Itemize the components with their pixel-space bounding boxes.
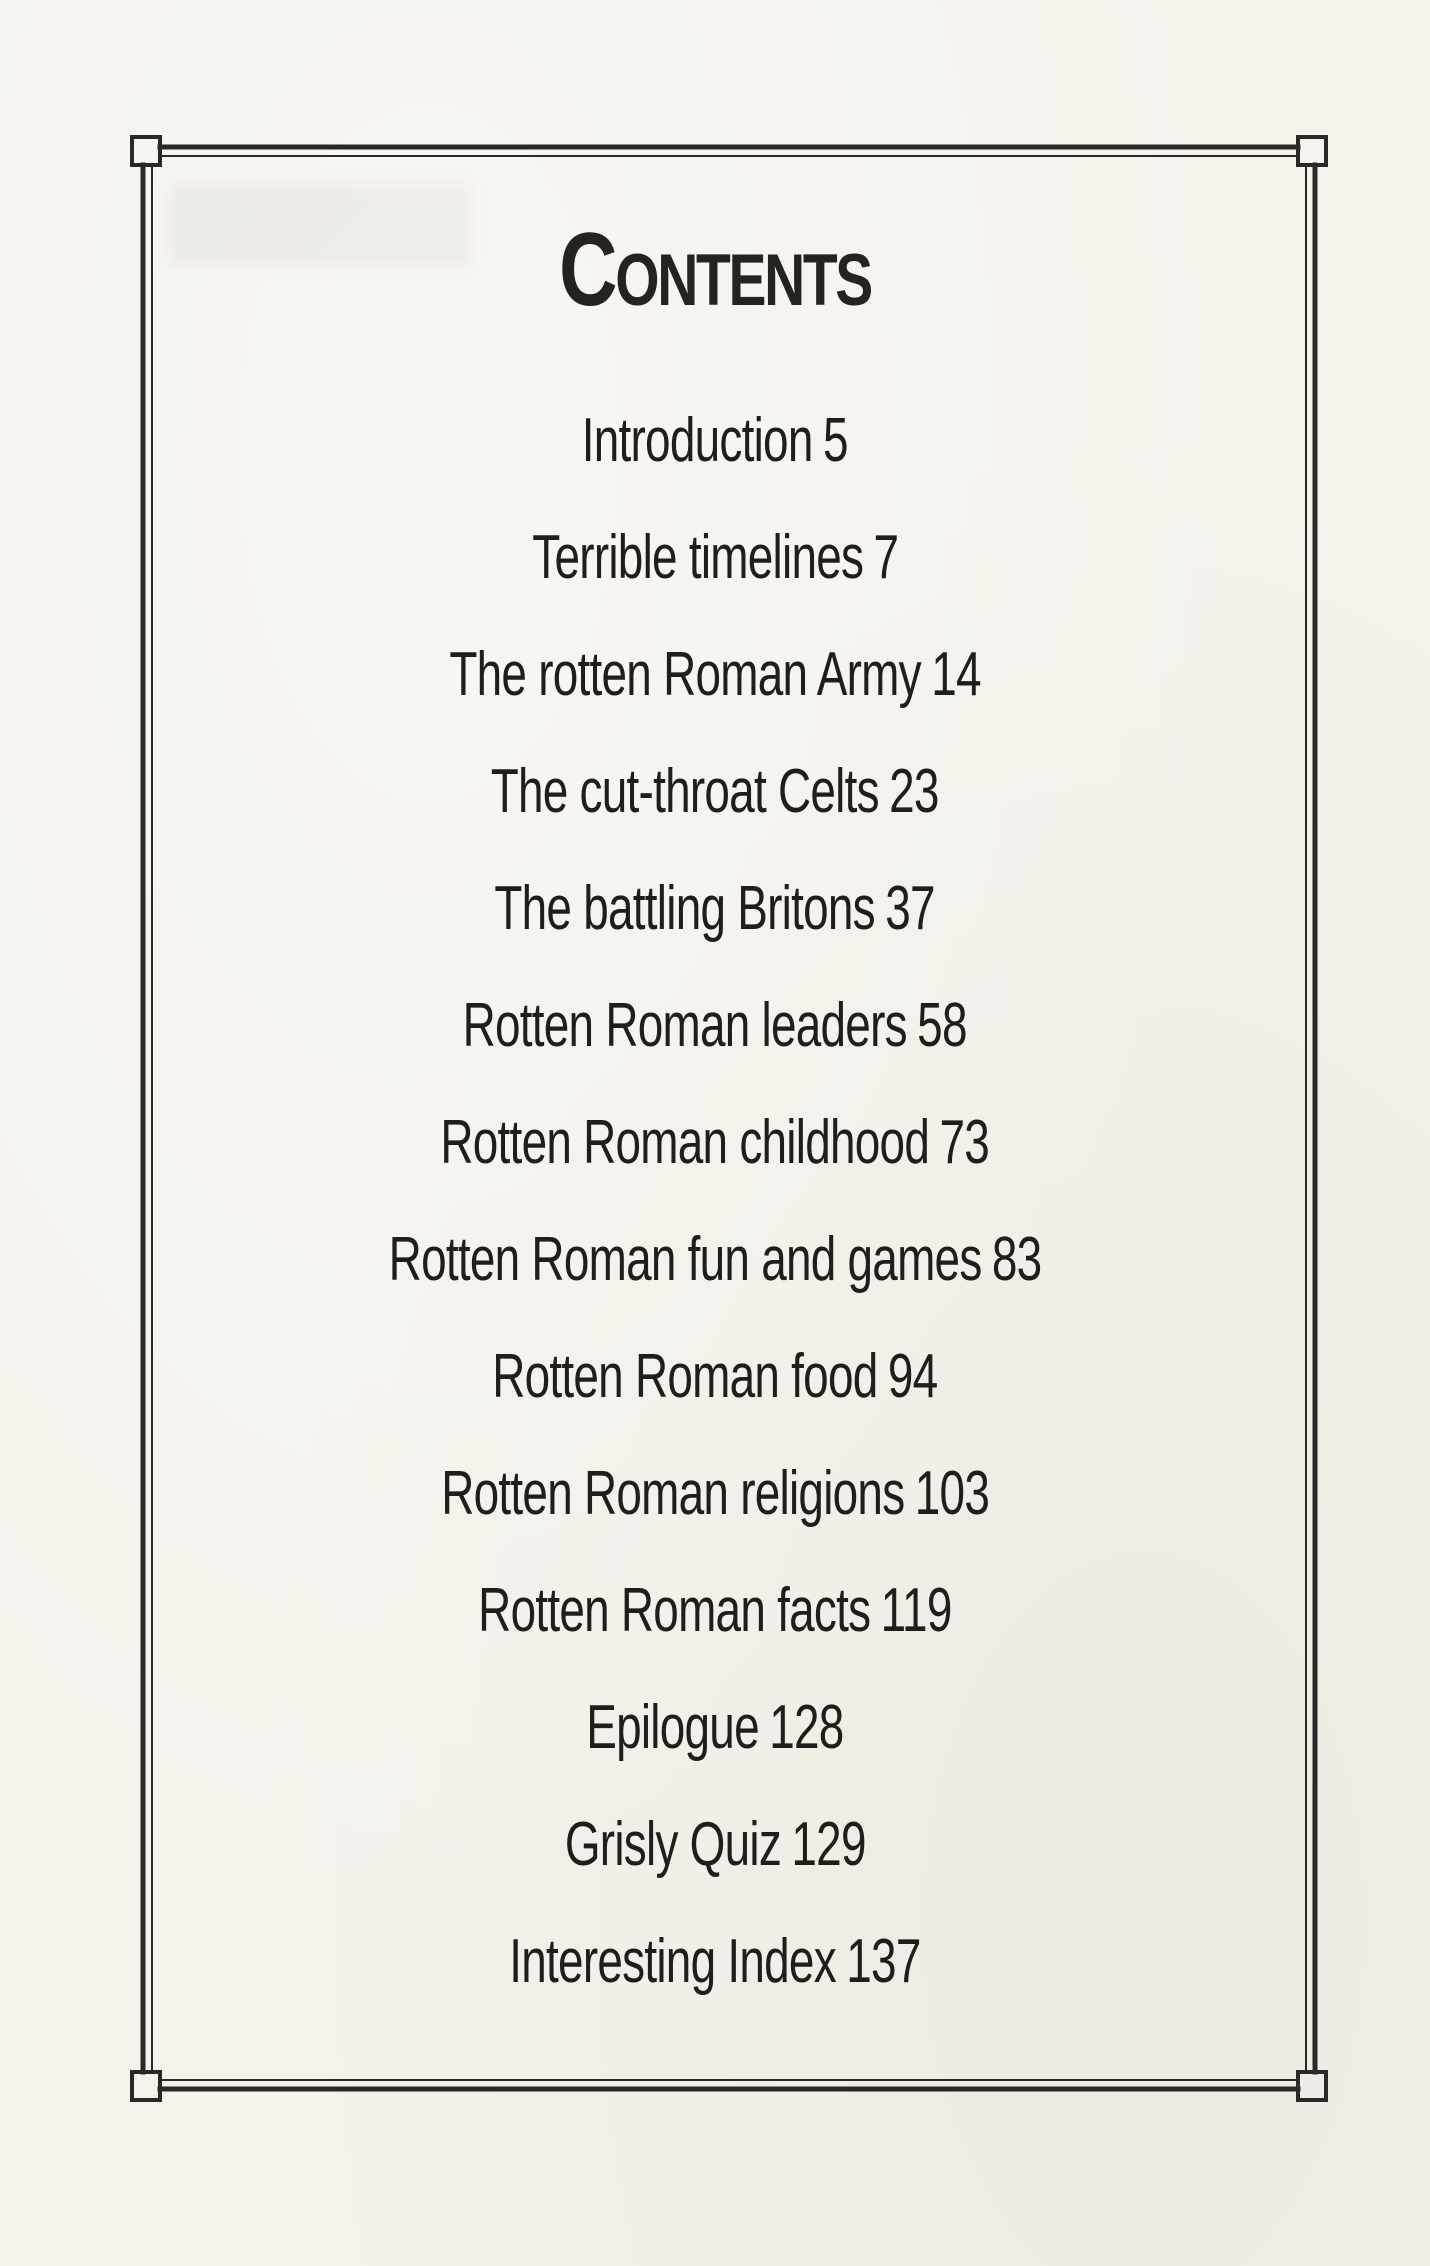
toc-entry <box>0 499 1430 616</box>
toc-entry-label: The cut-throat Celts <box>490 757 880 826</box>
toc-entry-page-number: 7 <box>873 523 899 592</box>
toc-entry-label: Rotten Roman facts <box>478 1576 871 1645</box>
toc-entry-label: Introduction <box>581 406 813 475</box>
toc-entry-label: Interesting Index <box>509 1927 836 1996</box>
toc-entry-text <box>478 1552 951 1669</box>
toc-entry-page-number: 119 <box>880 1576 952 1645</box>
toc-entry-text <box>586 1669 843 1786</box>
toc-entry-label: Rotten Roman leaders <box>462 991 908 1060</box>
toc-entry-page-number: 128 <box>769 1693 844 1762</box>
toc-entry-label: The battling Britons <box>494 874 876 943</box>
toc-entry-text <box>582 382 848 499</box>
toc-entry-page-number: 137 <box>846 1927 921 1996</box>
toc-entry-page-number: 37 <box>885 874 936 943</box>
toc-entry-text <box>532 499 898 616</box>
toc-entry-text <box>491 733 939 850</box>
toc-entry-page-number: 14 <box>931 640 981 709</box>
toc-entry-label: Rotten Roman religions <box>441 1459 905 1528</box>
toc-entry <box>0 1786 1430 1903</box>
toc-entry-page-number: 58 <box>917 991 968 1060</box>
toc-entry-text <box>509 1903 920 2020</box>
toc-entry <box>0 1201 1430 1318</box>
toc-entry-label: Grisly Quiz <box>564 1810 781 1879</box>
toc-entry-text <box>492 1318 937 1435</box>
toc-entry-label: Terrible timelines <box>531 523 863 592</box>
toc-entry-label: Epilogue <box>586 1693 759 1762</box>
table-of-contents <box>0 382 1430 2020</box>
toc-entry-label: Rotten Roman food <box>492 1342 878 1411</box>
toc-entry-text <box>565 1786 866 1903</box>
toc-entry <box>0 1552 1430 1669</box>
toc-entry-page-number: 83 <box>991 1225 1042 1294</box>
toc-entry-text <box>441 1435 989 1552</box>
page-title: Contents <box>559 212 871 328</box>
toc-entry-label: Rotten Roman fun and games <box>388 1225 982 1294</box>
toc-entry <box>0 1435 1430 1552</box>
toc-entry-text <box>389 1201 1042 1318</box>
toc-entry-label: The rotten Roman Army <box>449 640 921 709</box>
toc-entry-page-number: 5 <box>823 406 849 475</box>
toc-entry-text <box>495 850 935 967</box>
toc-entry <box>0 1903 1430 2020</box>
toc-entry-page-number: 23 <box>889 757 940 826</box>
toc-entry-page-number: 103 <box>914 1459 989 1528</box>
toc-entry-text <box>441 1084 990 1201</box>
toc-entry <box>0 1084 1430 1201</box>
toc-entry <box>0 1669 1430 1786</box>
toc-entry <box>0 1318 1430 1435</box>
toc-entry-text <box>463 967 967 1084</box>
toc-entry-page-number: 129 <box>791 1810 866 1879</box>
toc-entry-text <box>449 616 980 733</box>
toc-entry <box>0 382 1430 499</box>
toc-entry <box>0 616 1430 733</box>
toc-entry-page-number: 94 <box>888 1342 938 1411</box>
toc-entry <box>0 850 1430 967</box>
toc-entry <box>0 967 1430 1084</box>
toc-entry-label: Rotten Roman childhood <box>440 1108 930 1177</box>
toc-entry-page-number: 73 <box>939 1108 990 1177</box>
toc-entry <box>0 733 1430 850</box>
